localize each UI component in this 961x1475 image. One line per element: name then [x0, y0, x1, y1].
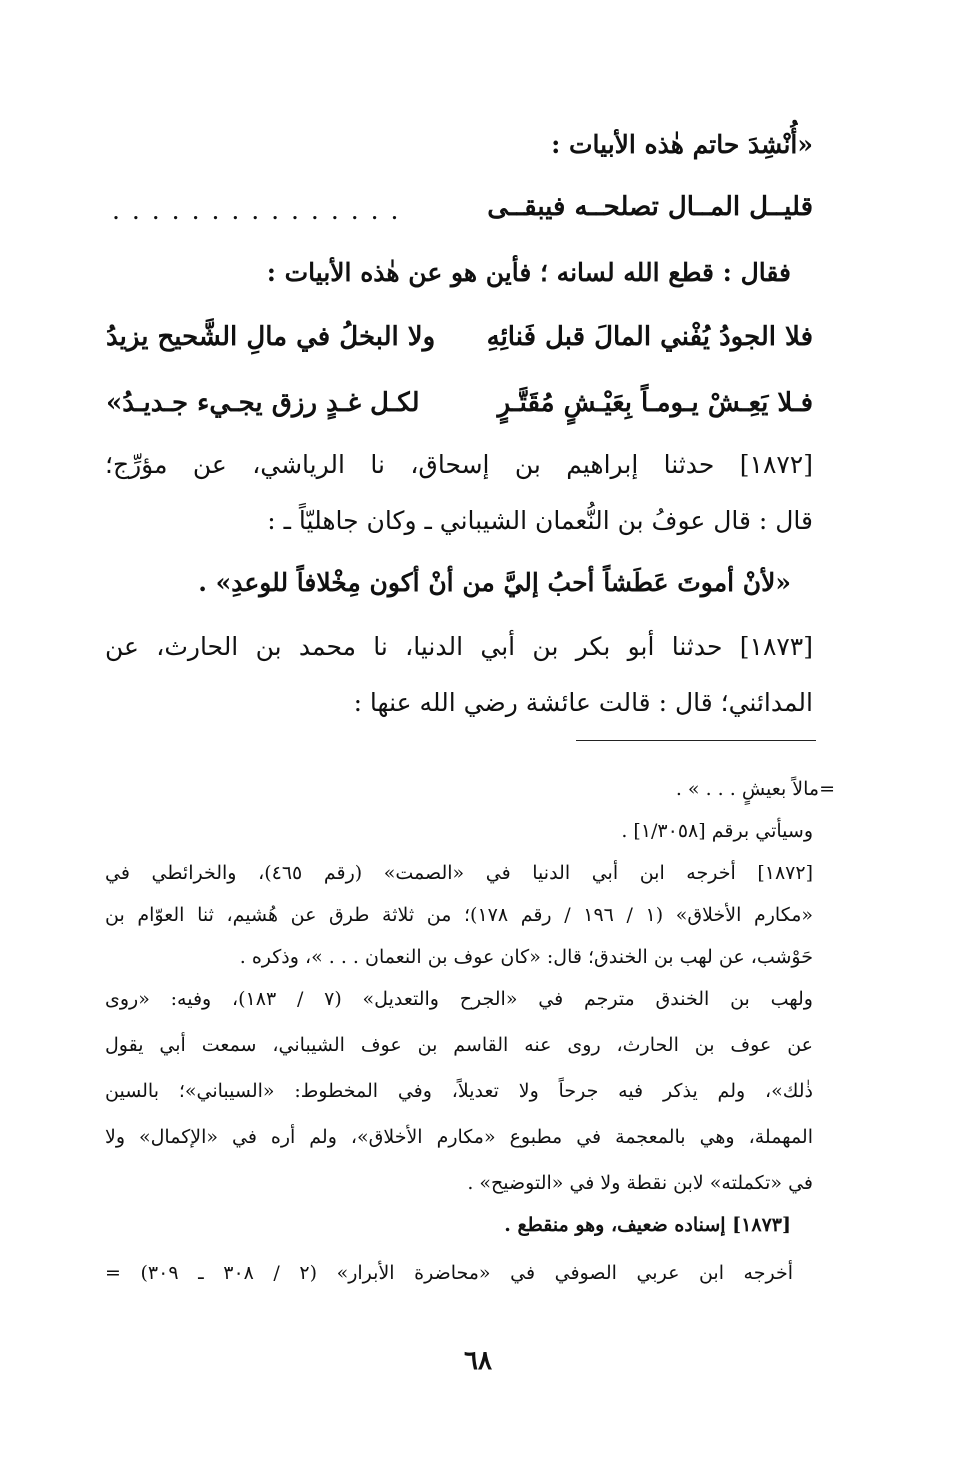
hadith-1872-quote: «لأنْ أموتَ عَطَشاً أحبُ إليَّ من أنْ أكون مِخْلافاً للوعدِ» .: [198, 568, 791, 597]
hadith-1873-line-1: [١٨٧٣] حدثنا أبو بكر بن أبي الدنيا، نا محمد بن الحارث، عن: [105, 632, 813, 661]
poem-line-2-second-hemistich: لكـل غـدٍ رزق يجـيء جـديـدُ»: [106, 388, 420, 418]
footnote-1872-line-3: حَوْشب، عن لهب بن الخندق؛ قال: «كان عوف بن النعمان . . . »، وذكره .: [239, 946, 813, 968]
footnote-separator: [576, 740, 816, 741]
footnote-lahab-line-5: في «تكملته» لابن نقطة ولا في «التوضيح» .: [467, 1172, 813, 1194]
hadith-1872-line-1: [١٨٧٢] حدثنا إبراهيم بن إسحاق، نا الرياشي، عن مؤرِّج؛: [105, 450, 813, 479]
footnote-continuation: =مالاً بعيشٍ . . . » .: [675, 778, 835, 800]
intro-line: «أُنْشِدَ حاتم هٰذه الأبيات :: [551, 130, 813, 159]
page-number: ٦٨: [464, 1346, 492, 1376]
response-line: فقال : قطع الله لسانه ؛ فأين هو عن هٰذه الأبيات :: [266, 258, 791, 287]
footnote-1872-line-1: [١٨٧٢] أخرجه ابن أبي الدنيا في «الصمت» (رقم ٤٦٥)، والخرائطي في: [105, 862, 813, 884]
footnote-1873-line: أخرجه ابن عربي الصوفي في «محاضرة الأبرار» (٢ / ٣٠٨ ـ ٣٠٩) =: [105, 1262, 794, 1284]
footnote-lahab-line-4: المهملة، وهي بالمعجمة في مطبوع «مكارم الأخلاق»، ولم أره في «الإكمال» ولا: [105, 1126, 813, 1148]
footnote-1873-label: [١٨٧٣] إسناده ضعيف، وهو منقطع .: [504, 1214, 791, 1236]
footnote-lahab-line-3: ذٰلك»، ولم يذكر فيه جرحاً ولا تعديلاً، وفي المخطوط: «السيباني»؛ بالسين: [105, 1080, 813, 1102]
hadith-1873-line-2: المدائني؛ قال : قالت عائشة رضي الله عنها :: [353, 688, 813, 717]
poem-line-2-first-hemistich: فـلا يَعِـشْ يـومـاً بِعَيْـشٍ مُقَتَّـرٍ: [497, 388, 813, 418]
footnote-lahab-line-1: ولهب بن الخندق مترجم في «الجرح والتعديل» (٧ / ١٨٣)، وفيه: «روى: [105, 988, 813, 1010]
poem-line-1-second-hemistich: ولا البخلُ في مالِ الشَّحيح يزيدُ: [106, 322, 436, 352]
poem-line-1-first-hemistich: فلا الجودُ يُفْني المالَ قبل فَنائِهِ: [486, 322, 813, 352]
hadith-1872-line-2: قال : قال عوفُ بن النُّعمان الشيباني ـ وكان جاهليّاً ـ :: [267, 506, 813, 535]
verse-fragment-ellipsis: . . . . . . . . . . . . . . .: [112, 196, 401, 225]
footnote-1872-line-2: «مكارم الأخلاق» (١ / ١٩٦ / رقم ١٧٨)؛ من ثلاثة طرق عن هُشيم، ثنا العوّام بن: [105, 904, 813, 926]
footnote-lahab-line-2: عن عوف بن الحارث، روى عنه القاسم بن عوف الشيباني، سمعت أبي يقول: [105, 1034, 813, 1056]
footnote-see-reference: وسيأتي برقم [١/٣٠٥٨] .: [621, 820, 813, 842]
verse-fragment-first: قليــل المــال تصلحــه فيبقــى: [487, 192, 813, 222]
